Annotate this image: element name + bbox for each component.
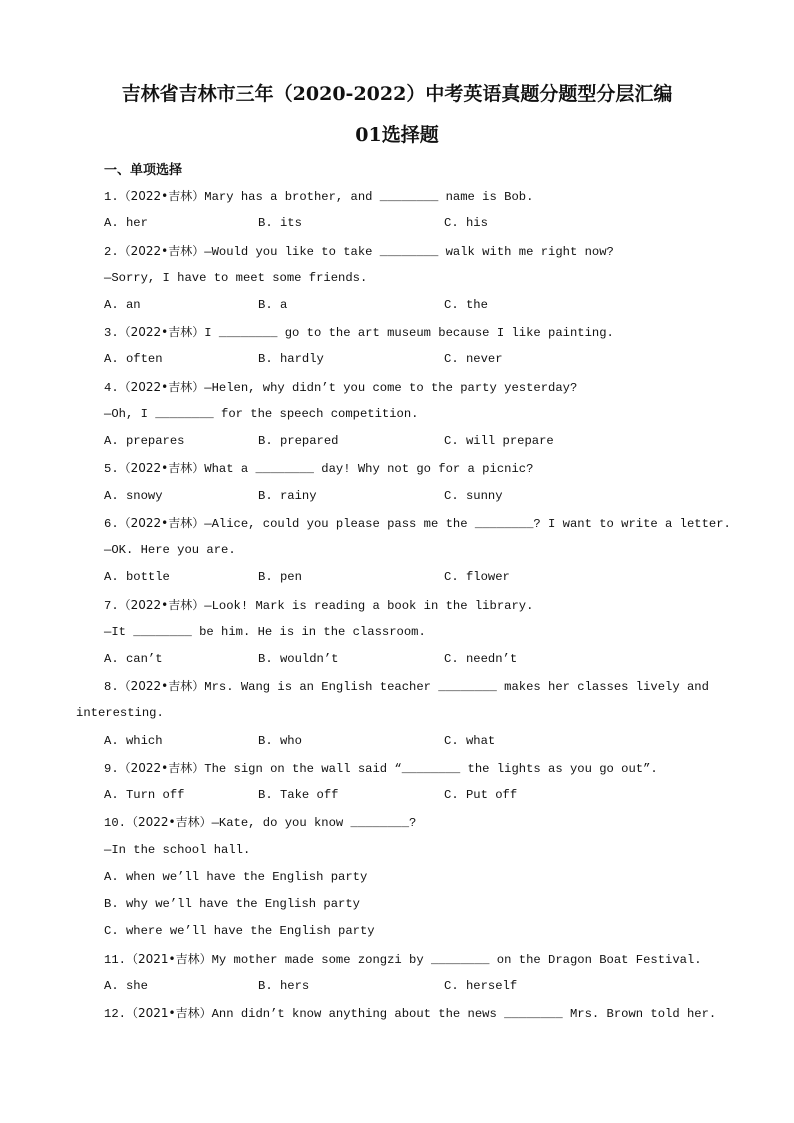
question-stem: Mrs. Wang is an English teacher ________ makes her classes lively and	[204, 680, 709, 694]
question-source: （2022•吉林）	[118, 380, 205, 394]
option-a: A. which	[104, 734, 163, 748]
question-number: 12.	[104, 1007, 126, 1021]
question-continuation: interesting.	[76, 706, 164, 720]
question-number: 11.	[104, 953, 126, 967]
question-8	[104, 678, 709, 695]
question-source: （2021•吉林）	[125, 1006, 212, 1020]
question-number: 9.	[104, 762, 119, 776]
question-stem: —Kate, do you know ________?	[211, 816, 417, 830]
question-number: 10.	[104, 816, 126, 830]
question-stem: —Alice, could you please pass me the ________? I want to write a letter.	[204, 517, 731, 531]
question-reply: —In the school hall.	[104, 843, 251, 857]
option-b: B. hers	[258, 979, 310, 993]
option-c: C. what	[444, 734, 496, 748]
option-b: B. rainy	[258, 489, 317, 503]
question-6	[104, 515, 731, 532]
question-number: 6.	[104, 517, 119, 531]
option-a: A. when we’ll have the English party	[104, 870, 368, 884]
question-number: 3.	[104, 326, 119, 340]
question-stem: Mary has a brother, and ________ name is Bob.	[204, 190, 534, 204]
option-b: B. hardly	[258, 352, 324, 366]
option-b: B. wouldn’t	[258, 652, 339, 666]
question-number: 1.	[104, 190, 119, 204]
question-stem: —Would you like to take ________ walk with me right now?	[204, 245, 614, 259]
question-4	[104, 379, 577, 396]
option-a: A. an	[104, 298, 141, 312]
question-stem: —Look! Mark is reading a book in the library.	[204, 599, 534, 613]
question-7	[104, 597, 533, 614]
option-a: A. prepares	[104, 434, 185, 448]
question-source: （2022•吉林）	[118, 679, 205, 693]
option-c: C. where we’ll have the English party	[104, 924, 375, 938]
option-c: C. never	[444, 352, 503, 366]
option-c: C. sunny	[444, 489, 503, 503]
option-c: C. flower	[444, 570, 510, 584]
option-b: B. why we’ll have the English party	[104, 897, 360, 911]
option-b: B. Take off	[258, 788, 339, 802]
option-a: A. her	[104, 216, 148, 230]
option-b: B. prepared	[258, 434, 339, 448]
option-b: B. its	[258, 216, 302, 230]
question-source: （2022•吉林）	[118, 244, 205, 258]
question-reply: —OK. Here you are.	[104, 543, 236, 557]
question-source: （2022•吉林）	[118, 761, 205, 775]
question-source: （2021•吉林）	[125, 952, 212, 966]
question-number: 2.	[104, 245, 119, 259]
question-number: 8.	[104, 680, 119, 694]
question-stem: My mother made some zongzi by ________ on the Dragon Boat Festival.	[211, 953, 702, 967]
document-subtitle: 01选择题	[355, 124, 439, 146]
question-stem: What a ________ day! Why not go for a picnic?	[204, 462, 534, 476]
question-number: 4.	[104, 381, 119, 395]
question-source: （2022•吉林）	[118, 516, 205, 530]
question-number: 7.	[104, 599, 119, 613]
question-reply: —Oh, I ________ for the speech competition.	[104, 407, 419, 421]
option-c: C. herself	[444, 979, 518, 993]
question-source: （2022•吉林）	[118, 598, 205, 612]
question-10	[104, 814, 416, 831]
option-c: C. will prepare	[444, 434, 554, 448]
option-a: A. often	[104, 352, 163, 366]
question-source: （2022•吉林）	[118, 189, 205, 203]
question-reply: —It ________ be him. He is in the classroom.	[104, 625, 426, 639]
question-number: 5.	[104, 462, 119, 476]
section-heading: 一、单项选择	[104, 163, 183, 178]
option-b: B. pen	[258, 570, 302, 584]
option-c: C. needn’t	[444, 652, 518, 666]
question-source: （2022•吉林）	[118, 325, 205, 339]
question-11	[104, 951, 702, 968]
option-a: A. can’t	[104, 652, 163, 666]
question-2	[104, 243, 614, 260]
question-stem: The sign on the wall said “________ the lights as you go out”.	[204, 762, 658, 776]
question-12	[104, 1005, 716, 1022]
question-reply: —Sorry, I have to meet some friends.	[104, 271, 368, 285]
option-b: B. who	[258, 734, 302, 748]
option-a: A. she	[104, 979, 148, 993]
question-source: （2022•吉林）	[118, 461, 205, 475]
question-source: （2022•吉林）	[125, 815, 212, 829]
option-c: C. his	[444, 216, 488, 230]
option-c: C. Put off	[444, 788, 518, 802]
option-a: A. snowy	[104, 489, 163, 503]
question-stem: —Helen, why didn’t you come to the party yesterday?	[204, 381, 578, 395]
question-9	[104, 760, 658, 777]
option-a: A. bottle	[104, 570, 170, 584]
document-title: 吉林省吉林市三年（2020-2022）中考英语真题分题型分层汇编	[121, 83, 673, 105]
question-3	[104, 324, 614, 341]
question-1	[104, 188, 533, 205]
option-a: A. Turn off	[104, 788, 185, 802]
question-5	[104, 460, 533, 477]
option-c: C. the	[444, 298, 488, 312]
question-stem: Ann didn’t know anything about the news ________ Mrs. Brown told her.	[211, 1007, 717, 1021]
option-b: B. a	[258, 298, 288, 312]
question-stem: I ________ go to the art museum because I like painting.	[204, 326, 614, 340]
